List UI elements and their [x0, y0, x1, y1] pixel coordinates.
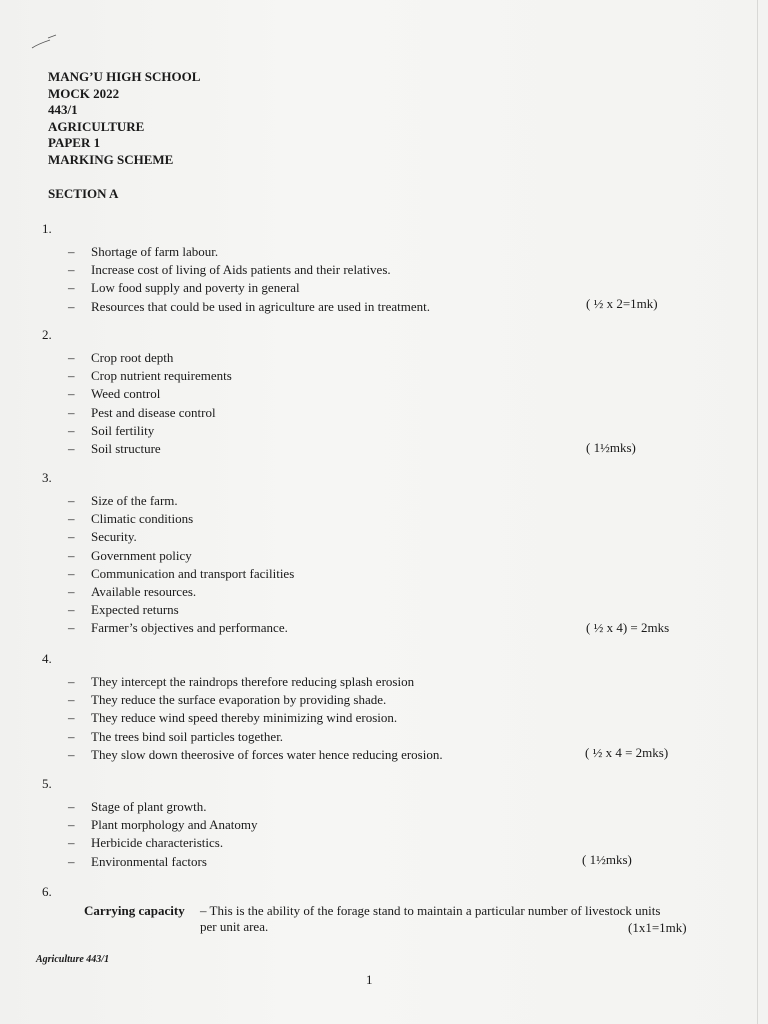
marks-allocation: ( 1½mks) [586, 440, 636, 455]
dash-bullet: – [68, 529, 75, 545]
list-item: – Security. [42, 528, 732, 546]
list-item: – Crop root depth [42, 349, 732, 367]
list-item: – Crop nutrient requirements [42, 367, 732, 385]
list-item: – Shortage of farm labour. [42, 243, 732, 261]
dash-bullet: – [68, 584, 75, 600]
question-number: 2. [42, 327, 52, 342]
dash-bullet: – [68, 602, 75, 618]
dash-bullet: – [68, 422, 75, 438]
list-item: – Environmental factors [42, 853, 732, 871]
list-item: – Government policy [42, 547, 732, 565]
definition-text: – This is the ability of the forage stand to maintain a particular number of livestock units per unit area. [200, 903, 661, 934]
document-type: MARKING SCHEME [48, 151, 174, 167]
question-number: 4. [42, 651, 52, 666]
dash-bullet: – [68, 746, 75, 762]
dash-bullet: – [68, 620, 75, 636]
list-item: – Herbicide characteristics. [42, 834, 732, 852]
definition-term: Carrying capacity [84, 903, 185, 918]
list-item: – Climatic conditions [42, 510, 732, 528]
marks-allocation: ( 1½mks) [582, 852, 632, 867]
school-name: MANG’U HIGH SCHOOL [48, 69, 201, 84]
list-item: – They reduce the surface evaporation by providing shade. [42, 691, 732, 709]
dash-bullet: – [68, 511, 75, 527]
dash-bullet: – [68, 710, 75, 726]
dash-bullet: – [68, 350, 75, 365]
dash-bullet: – [68, 404, 75, 420]
footer-label: Agriculture 443/1 [36, 954, 110, 965]
dash-bullet: – [68, 835, 75, 851]
question-number: 6. [42, 884, 52, 899]
dash-bullet: – [68, 692, 75, 708]
dash-bullet: – [68, 565, 75, 581]
dash-bullet: – [68, 244, 75, 259]
list-item: – Resources that could be used in agriculture are used in treatment. [42, 298, 732, 316]
dash-bullet: – [68, 441, 75, 457]
dash-bullet: – [68, 386, 75, 402]
page-number: 1 [366, 972, 373, 987]
subject-name: AGRICULTURE [48, 118, 145, 134]
list-item: – Communication and transport facilities [42, 565, 732, 583]
exam-name: MOCK 2022 [48, 85, 120, 101]
list-item: – Expected returns [42, 601, 732, 619]
paper-code: 443/1 [48, 102, 78, 117]
page-edge [757, 0, 758, 1024]
dash-bullet: – [68, 853, 75, 869]
list-item: – Soil fertility [42, 422, 732, 440]
question-2 [42, 327, 732, 458]
dash-bullet: – [68, 262, 75, 278]
list-item: – Farmer’s objectives and performance. [42, 619, 732, 637]
list-item: – Low food supply and poverty in general [42, 279, 732, 297]
marks-allocation: (1x1=1mk) [628, 920, 687, 935]
document-header [48, 69, 200, 168]
list-item: – They reduce wind speed thereby minimizing wind erosion. [42, 709, 732, 727]
list-item: – Size of the farm. [42, 492, 732, 510]
question-number: 1. [42, 221, 52, 236]
pen-mark [30, 32, 60, 52]
list-item: – Weed control [42, 385, 732, 403]
dash-bullet: – [68, 547, 75, 563]
marks-allocation: ( ½ x 2=1mk) [586, 296, 658, 311]
list-item: – Available resources. [42, 583, 732, 601]
list-item: – They slow down theerosive of forces water hence reducing erosion. [42, 746, 732, 764]
dash-bullet: – [68, 817, 75, 833]
list-item: – Plant morphology and Anatomy [42, 816, 732, 834]
marks-allocation: ( ½ x 4 = 2mks) [585, 745, 669, 760]
list-item: – The trees bind soil particles together. [42, 728, 732, 746]
dash-bullet: – [68, 728, 75, 744]
question-3 [42, 470, 732, 638]
list-item: – Stage of plant growth. [42, 798, 732, 816]
answer-list [42, 492, 732, 638]
dash-bullet: – [68, 368, 75, 384]
dash-bullet: – [68, 493, 75, 508]
list-item: – Pest and disease control [42, 404, 732, 422]
question-number: 3. [42, 470, 52, 485]
dash-bullet: – [68, 280, 75, 296]
list-item: – Soil structure [42, 440, 732, 458]
list-item: – Increase cost of living of Aids patients and their relatives. [42, 261, 732, 279]
dash-bullet: – [68, 674, 75, 689]
section-title: SECTION A [48, 186, 119, 201]
marks-allocation: ( ½ x 4) = 2mks [586, 620, 670, 635]
list-item: – They intercept the raindrops therefore reducing splash erosion [42, 673, 732, 691]
paper-number: PAPER 1 [48, 135, 101, 150]
dash-bullet: – [68, 799, 75, 814]
question-number: 5. [42, 776, 52, 791]
dash-bullet: – [68, 298, 75, 314]
question-6 [42, 884, 732, 902]
